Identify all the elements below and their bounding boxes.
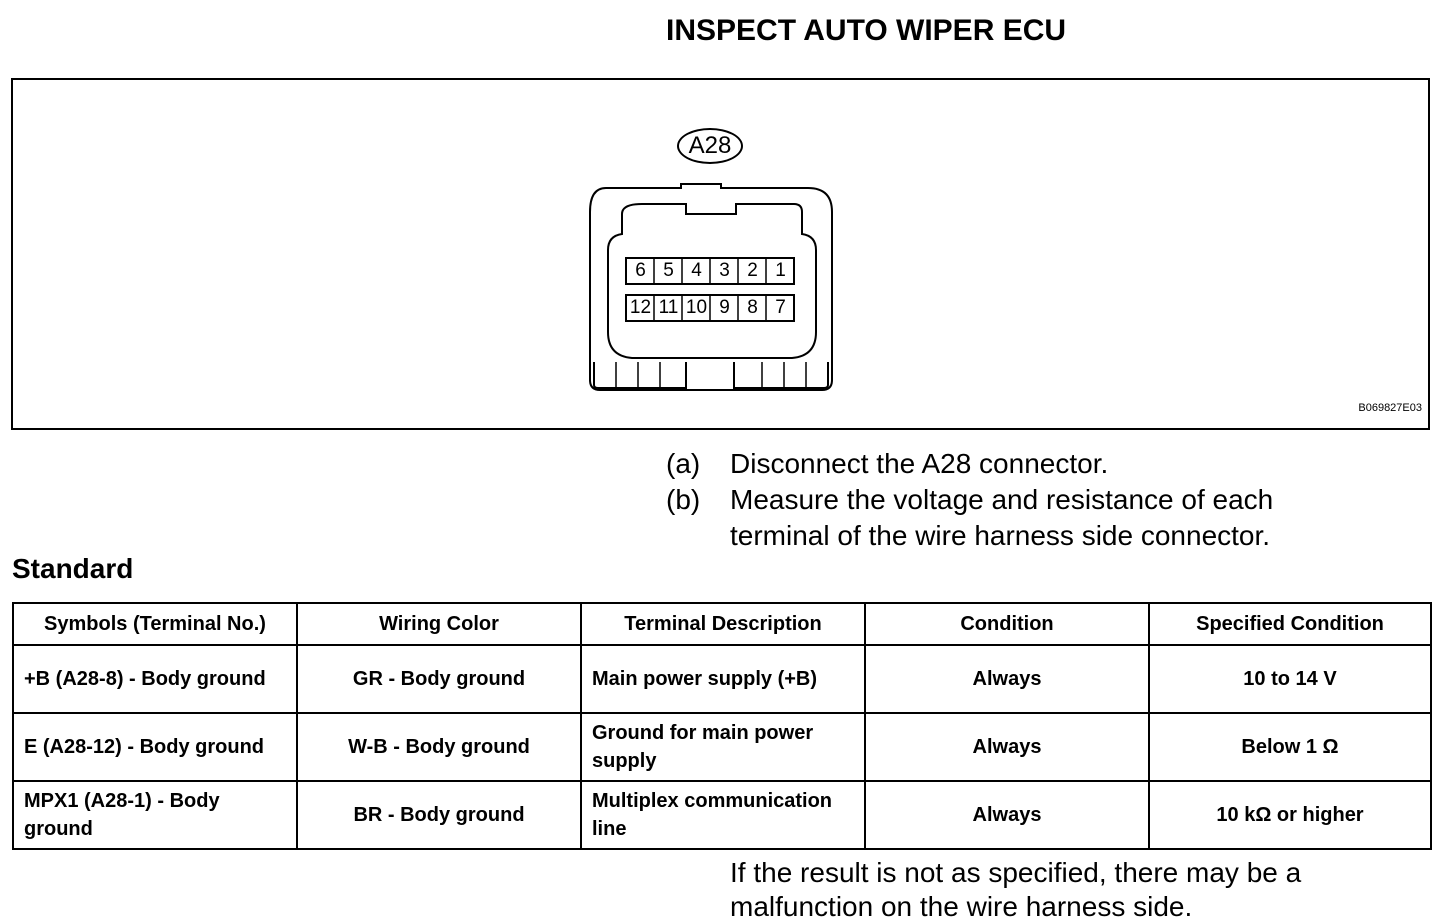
table-cell: GR - Body ground (297, 645, 581, 713)
pin-number: 3 (719, 260, 730, 281)
column-header: Wiring Color (297, 603, 581, 645)
table-cell: +B (A28-8) - Body ground (13, 645, 297, 713)
table-cell: E (A28-12) - Body ground (13, 713, 297, 781)
table-row (13, 781, 1431, 849)
result-note (730, 856, 1301, 924)
note-line: If the result is not as specified, there may be a (730, 857, 1302, 888)
standard-heading: Standard (12, 553, 134, 584)
table-header-row (13, 603, 1431, 645)
table-cell: BR - Body ground (297, 781, 581, 849)
note-line: malfunction on the wire harness side. (730, 891, 1193, 922)
pin-number: 10 (685, 297, 708, 318)
table-cell: Below 1 Ω (1149, 713, 1431, 781)
table-cell: Always (865, 645, 1149, 713)
pin-number: 2 (747, 260, 758, 281)
pin-number: 6 (635, 260, 646, 281)
table-cell: Multiplex communication line (581, 781, 865, 849)
page-title: INSPECT AUTO WIPER ECU (666, 14, 1067, 47)
table-cell: W-B - Body ground (297, 713, 581, 781)
pin-number: 11 (658, 297, 679, 318)
table-cell: Ground for main power supply (581, 713, 865, 781)
column-header: Symbols (Terminal No.) (13, 603, 297, 645)
step-label: (b) (666, 484, 701, 515)
table-cell: Always (865, 713, 1149, 781)
table-cell: 10 kΩ or higher (1149, 781, 1431, 849)
table-row (13, 645, 1431, 713)
pin-number: 1 (775, 260, 786, 281)
table-cell: Always (865, 781, 1149, 849)
figure-code: B069827E03 (1358, 402, 1422, 414)
connector-drawing (586, 180, 836, 392)
pin-number: 7 (775, 297, 786, 318)
pin-number: 4 (691, 260, 702, 281)
column-header: Terminal Description (581, 603, 865, 645)
table-cell: MPX1 (A28-1) - Body ground (13, 781, 297, 849)
step-text: Measure the voltage and resistance of each (730, 484, 1274, 515)
pin-number: 12 (629, 297, 652, 318)
table-cell: Main power supply (+B) (581, 645, 865, 713)
table-cell: 10 to 14 V (1149, 645, 1431, 713)
step-text-continuation: terminal of the wire harness side connector. (730, 520, 1271, 551)
step-label: (a) (666, 448, 701, 479)
specification-table (12, 602, 1432, 850)
column-header: Condition (865, 603, 1149, 645)
pin-number: 5 (663, 260, 674, 281)
step-text: Disconnect the A28 connector. (730, 448, 1109, 479)
pin-number: 9 (719, 297, 730, 318)
column-header: Specified Condition (1149, 603, 1431, 645)
connector-label: A28 (677, 128, 743, 164)
pin-number: 8 (747, 297, 758, 318)
table-row (13, 713, 1431, 781)
